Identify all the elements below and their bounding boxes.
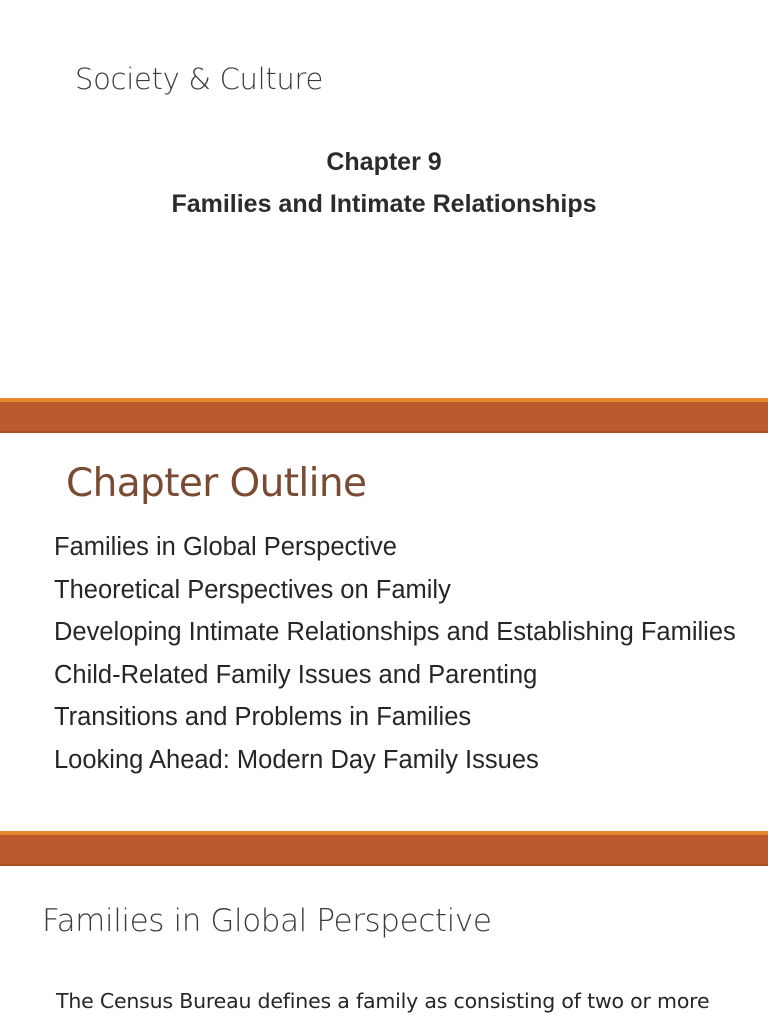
outline-item: Developing Intimate Relationships and Establishing Families xyxy=(54,618,736,646)
slide-title xyxy=(0,0,768,398)
outline-item: Transitions and Problems in Families xyxy=(54,703,472,731)
section-heading: Families in Global Perspective xyxy=(42,903,492,939)
outline-item: Looking Ahead: Modern Day Family Issues xyxy=(54,745,539,774)
course-title: Society & Culture xyxy=(75,62,324,96)
slide-divider xyxy=(0,398,768,433)
outline-list xyxy=(54,532,744,787)
outline-item: Child-Related Family Issues and Parenting xyxy=(54,660,538,689)
outline-heading: Chapter Outline xyxy=(66,461,367,506)
slide-divider xyxy=(0,831,768,866)
chapter-number: Chapter 9 xyxy=(326,148,442,176)
outline-item: Families in Global Perspective xyxy=(54,533,397,561)
slide-section xyxy=(0,866,768,1024)
outline-item: Theoretical Perspectives on Family xyxy=(54,575,451,604)
section-body-text: The Census Bureau defines a family as consisting of two or more xyxy=(56,989,710,1013)
slide-outline xyxy=(0,433,768,831)
chapter-title: Families and Intimate Relationships xyxy=(171,190,597,218)
